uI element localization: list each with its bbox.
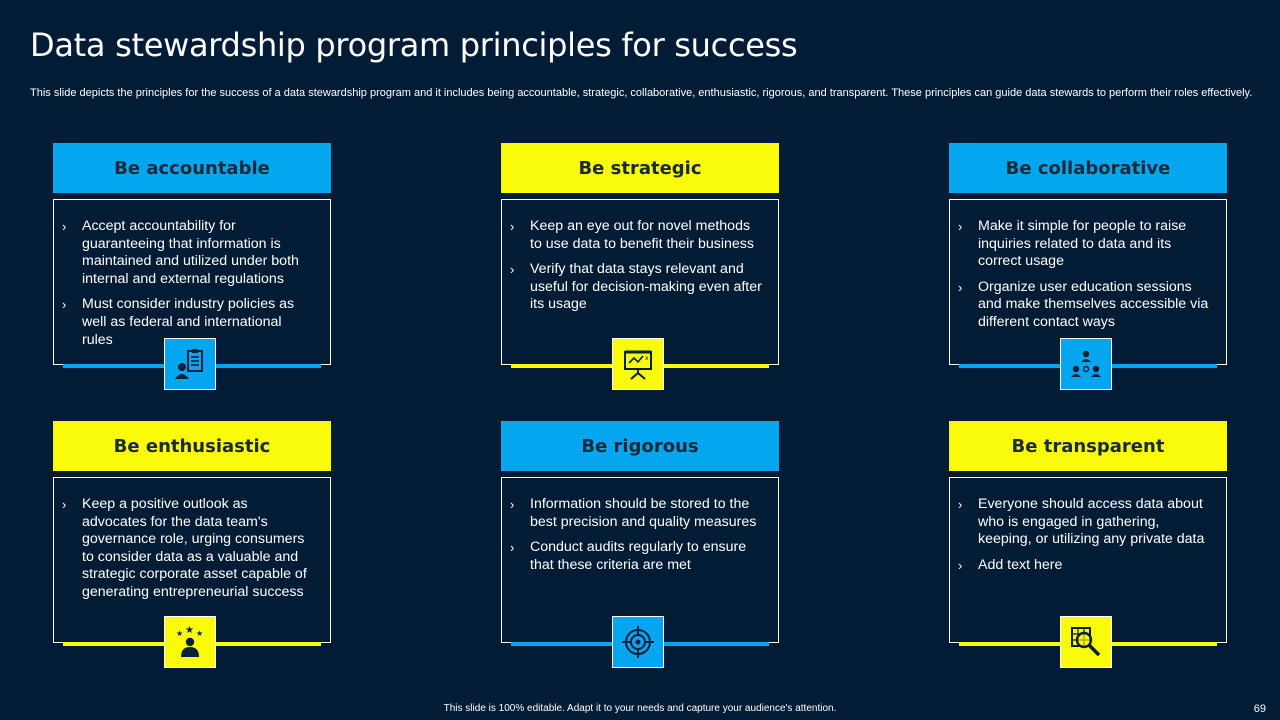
chevron-right-icon: › (62, 497, 67, 512)
chevron-right-icon: › (510, 540, 515, 556)
magnifier-icon (1060, 616, 1112, 668)
slide-subtitle: This slide depicts the principles for the success of a data stewardship program and it includes being accountable, strategic, collaborative, enthusiastic, rigorous, and transparent. These principles can guide data stewards to perform their roles effectively. (30, 87, 1253, 99)
chevron-right-icon: › (958, 219, 963, 234)
card-be-rigorous (501, 421, 779, 669)
card-header: Be collaborative (949, 143, 1227, 193)
card-header: Be strategic (501, 143, 779, 193)
bullet-item: › Conduct audits regularly to ensure that these criteria are met (510, 539, 747, 573)
strategy-board-icon (612, 338, 664, 390)
svg-text:★: ★ (185, 625, 194, 636)
card-header: Be rigorous (501, 421, 779, 471)
bullet-item: › Organize user education sessions and make themselves accessible via different contact ways (958, 278, 1209, 330)
chevron-right-icon: › (510, 497, 515, 512)
slide-footer: This slide is 100% editable. Adapt it to your needs and capture your audience's attention. (443, 703, 837, 714)
bullet-item: › Make it simple for people to raise inquiries related to data and its correct usage (958, 218, 1187, 270)
chevron-right-icon: › (62, 297, 67, 313)
card-be-accountable (53, 143, 331, 391)
chevron-right-icon: › (510, 262, 515, 278)
bullet-item: › Information should be stored to the best precision and quality measures (510, 496, 757, 530)
bullet-item: › Keep an eye out for novel methods to use data to benefit their business (510, 218, 754, 252)
team-network-icon (1060, 338, 1112, 390)
card-header: Be enthusiastic (53, 421, 331, 471)
chevron-right-icon: › (958, 497, 963, 512)
page-number: 69 (1253, 703, 1266, 715)
card-header: Be accountable (53, 143, 331, 193)
card-be-collaborative (949, 143, 1227, 391)
card-be-enthusiastic (53, 421, 331, 669)
chevron-right-icon: › (958, 557, 963, 573)
svg-text:★: ★ (196, 629, 204, 638)
chevron-right-icon: › (958, 279, 963, 295)
card-be-strategic (501, 143, 779, 391)
bullet-item: › Add text here (958, 556, 1063, 573)
bullet-item: › Must consider industry policies as well as federal and international rules (62, 296, 295, 348)
star-person-icon (164, 616, 216, 668)
accountability-checklist-icon (164, 338, 216, 390)
chevron-right-icon: › (62, 219, 67, 234)
card-be-transparent (949, 421, 1227, 669)
card-header: Be transparent (949, 421, 1227, 471)
bullet-item: › Verify that data stays relevant and useful for decision-making even after its usage (510, 261, 762, 313)
bullet-item: › Keep a positive outlook as advocates for the data team's governance role, urging consumers to consider data as a valuable and strategic corporate asset capable of generating entrepreneurial success (62, 496, 307, 600)
bullet-item: › Accept accountability for guaranteeing that information is maintained and utilized under both internal and external regulations (62, 218, 299, 287)
target-icon (612, 616, 664, 668)
svg-text:★: ★ (176, 629, 184, 638)
bullet-item: › Everyone should access data about who is engaged in gathering, keeping, or utilizing any private data (958, 496, 1205, 548)
svg-text:x: x (645, 355, 649, 362)
chevron-right-icon: › (510, 219, 515, 234)
slide-title: Data stewardship program principles for success (30, 26, 798, 64)
